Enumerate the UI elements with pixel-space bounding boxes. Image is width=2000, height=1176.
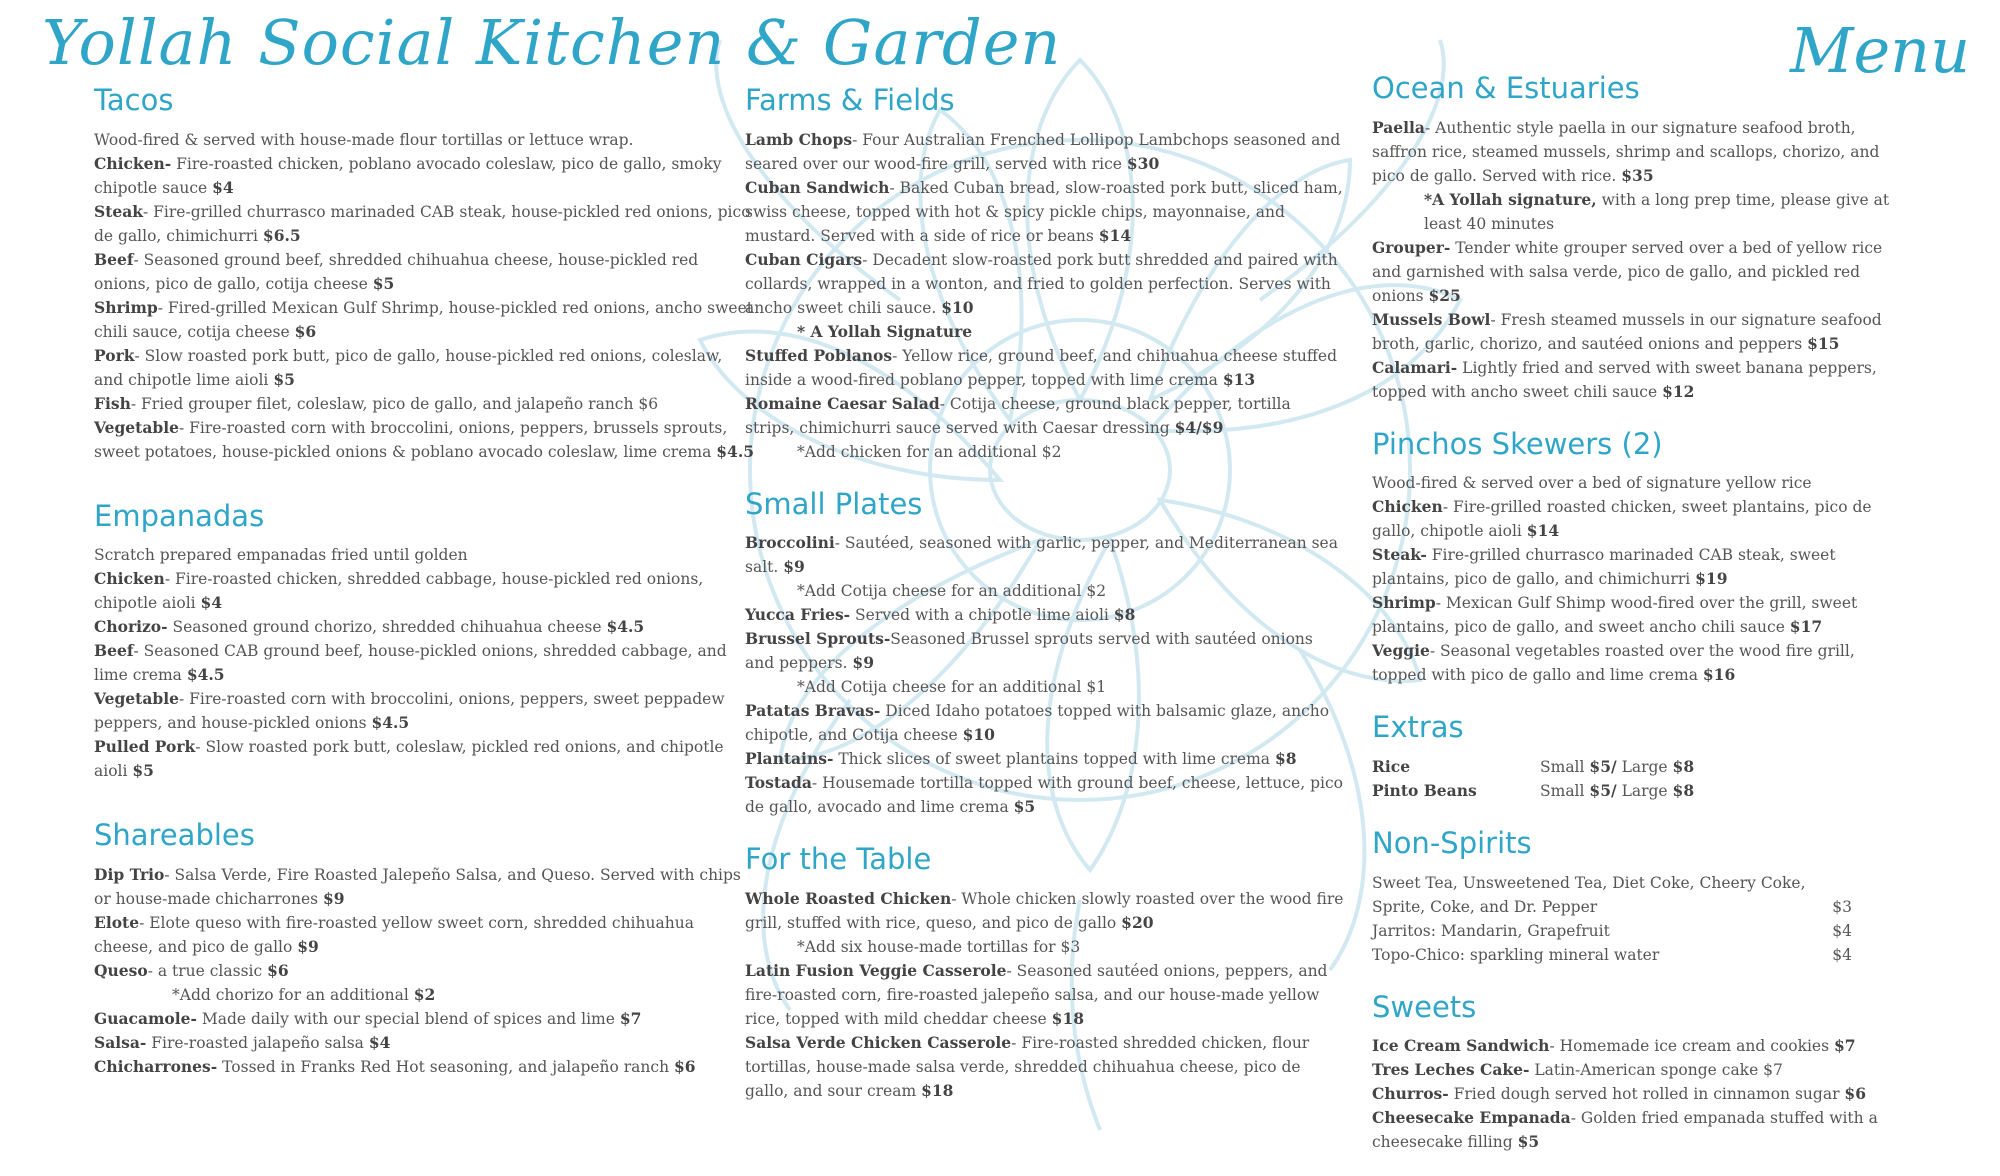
menu-item: Broccolini- Sautéed, seasoned with garlic, pepper, and Mediterranean sea salt. $9 bbox=[745, 533, 1338, 577]
menu-item: Shrimp- Mexican Gulf Shimp wood-fired over the grill, sweet plantains, pico de gallo, and sweet ancho chili sauce $17 bbox=[1372, 593, 1858, 637]
section-title: Shareables bbox=[94, 818, 255, 853]
menu-item: Ice Cream Sandwich- Homemade ice cream and cookies $7 bbox=[1372, 1036, 1856, 1056]
section-title: Ocean & Estuaries bbox=[1372, 71, 1640, 105]
menu-item: Vegetable- Fire-roasted corn with broccolini, onions, peppers, sweet peppadew peppers, and house-pickled onions $4.5 bbox=[94, 689, 725, 733]
section-non-spirits bbox=[1372, 825, 1912, 967]
menu-item: Salsa- Fire-roasted jalapeño salsa $4 bbox=[94, 1033, 391, 1053]
menu-column-right bbox=[1372, 70, 1912, 1176]
section-empanadas-items bbox=[94, 543, 754, 783]
section-small-plates bbox=[745, 486, 1345, 820]
menu-item: Pinto Beans Small $5/ Large $8 bbox=[1372, 781, 1695, 801]
menu-item: Rice Small $5/ Large $8 bbox=[1372, 757, 1695, 777]
section-empanadas bbox=[94, 498, 754, 784]
section-title: Tacos bbox=[94, 83, 174, 117]
menu-item-note: *Add Cotija cheese for an additional $1 bbox=[797, 678, 1107, 697]
section-extras-items bbox=[1372, 755, 1912, 803]
section-for-the-table bbox=[745, 841, 1345, 1103]
section-title: Sweets bbox=[1372, 989, 1477, 1024]
menu-item: Chorizo- Seasoned ground chorizo, shredded chihuahua cheese $4.5 bbox=[94, 617, 645, 637]
section-ocean-items bbox=[1372, 116, 1912, 404]
menu-item: Grouper- Tender white grouper served over a bed of yellow rice and garnished with salsa verde, pico de gallo, and pickled red onions $25 bbox=[1372, 237, 1883, 305]
menu-column-left bbox=[94, 82, 754, 1101]
menu-item: Beef- Seasoned ground beef, shredded chihuahua cheese, house-pickled red onions, pico de gallo, cotija cheese $5 bbox=[94, 249, 699, 293]
menu-item-note: *Add chorizo for an additional $2 bbox=[172, 985, 436, 1005]
menu-item: Lamb Chops- Four Australian Frenched Lollipop Lambchops seasoned and seared over our wood-fire grill, served with rice $30 bbox=[745, 129, 1341, 173]
section-intro: Wood-fired & served with house-made flour tortillas or lettuce wrap. bbox=[94, 130, 634, 149]
section-farms-fields bbox=[745, 82, 1345, 464]
menu-item: Salsa Verde Chicken Casserole- Fire-roasted shredded chicken, flour tortillas, house-made salsa verde, shredded chihuahua cheese, pico de gallo, and sour cream $18 bbox=[745, 1033, 1310, 1101]
section-intro: Scratch prepared empanadas fried until golden bbox=[94, 546, 468, 565]
menu-item: Cheesecake Empanada- Golden fried empanada stuffed with a cheesecake filling $5 bbox=[1372, 1108, 1878, 1152]
menu-item: Tres Leches Cake- Latin-American sponge cake $7 bbox=[1372, 1060, 1783, 1080]
menu-item: Romaine Caesar Salad- Cotija cheese, ground black pepper, tortilla strips, chimichurri sauce served with Caesar dressing $4/$9 bbox=[745, 393, 1291, 437]
menu-item-signature: *A Yollah signature, with a long prep time, please give at least 40 minutes bbox=[1424, 189, 1890, 233]
menu-item: Veggie- Seasonal vegetables roasted over the wood fire grill, topped with pico de gallo and lime crema $16 bbox=[1372, 641, 1855, 685]
section-shareables bbox=[94, 817, 754, 1079]
section-table-items bbox=[745, 887, 1345, 1103]
section-title: Small Plates bbox=[745, 486, 923, 521]
menu-item: Pork- Slow roasted pork butt, pico de gallo, house-pickled red onions, coleslaw, and chipotle lime aioli $5 bbox=[94, 345, 723, 389]
menu-item: Steak- Fire-grilled churrasco marinaded CAB steak, house-pickled red onions, pico de gallo, chimichurri $6.5 bbox=[94, 201, 751, 245]
menu-item: Queso- a true classic $6 bbox=[94, 961, 289, 981]
menu-column-middle bbox=[745, 82, 1345, 1125]
menu-item: Churros- Fried dough served hot rolled in cinnamon sugar $6 bbox=[1372, 1084, 1866, 1104]
section-intro: Wood-fired & served over a bed of signature yellow rice bbox=[1372, 474, 1812, 493]
section-pinchos-skewers bbox=[1372, 426, 1912, 688]
section-sweets bbox=[1372, 989, 1912, 1155]
section-tacos-items bbox=[94, 128, 754, 464]
menu-item: Pulled Pork- Slow roasted pork butt, coleslaw, pickled red onions, and chipotle aioli $5 bbox=[94, 737, 724, 781]
menu-item: Latin Fusion Veggie Casserole- Seasoned sautéed onions, peppers, and fire-roasted corn, fire-roasted jalepeño salsa, and our house-made yellow rice, topped with mild cheddar cheese $18 bbox=[745, 961, 1328, 1029]
menu-item: Mussels Bowl- Fresh steamed mussels in our signature seafood broth, garlic, chorizo, and sautéed onions and peppers $15 bbox=[1372, 309, 1882, 353]
menu-item-note: *Add chicken for an additional $2 bbox=[797, 442, 1062, 461]
menu-item: Elote- Elote queso with fire-roasted yellow sweet corn, shredded chihuahua cheese, and pico de gallo $9 bbox=[94, 913, 694, 957]
menu-item: Vegetable- Fire-roasted corn with broccolini, onions, peppers, brussels sprouts, sweet potatoes, house-pickled onions & poblano avocado coleslaw, lime crema $4.5 bbox=[94, 417, 755, 461]
menu-item: Beef- Seasoned CAB ground beef, house-pickled onions, shredded cabbage, and lime crema $4.5 bbox=[94, 641, 727, 685]
menu-item: Shrimp- Fired-grilled Mexican Gulf Shrimp, house-pickled red onions, ancho sweet chili sauce, cotija cheese $6 bbox=[94, 297, 753, 341]
section-title: Farms & Fields bbox=[745, 83, 955, 117]
menu-item-signature: * A Yollah Signature bbox=[797, 321, 973, 341]
menu-item: Whole Roasted Chicken- Whole chicken slowly roasted over the wood fire grill, stuffed with rice, queso, and pico de gallo $20 bbox=[745, 889, 1344, 933]
section-tacos bbox=[94, 82, 754, 464]
menu-item: Chicken- Fire-grilled roasted chicken, sweet plantains, pico de gallo, chipotle aioli $14 bbox=[1372, 497, 1872, 541]
menu-item: Guacamole- Made daily with our special blend of spices and lime $7 bbox=[94, 1009, 642, 1029]
section-small-items bbox=[745, 531, 1345, 819]
menu-item: Dip Trio- Salsa Verde, Fire Roasted Jalepeño Salsa, and Queso. Served with chips or house-made chicharrones $9 bbox=[94, 865, 741, 909]
menu-item: Yucca Fries- Served with a chipotle lime aioli $8 bbox=[745, 605, 1136, 625]
drink-line: Sprite, Coke, and Dr. Pepper $3 bbox=[1372, 897, 1852, 916]
menu-item: Cuban Sandwich- Baked Cuban bread, slow-roasted pork butt, sliced ham, swiss cheese, topped with hot & spicy pickle chips, mayonnaise, and mustard. Served with a side of rice or beans $14 bbox=[745, 177, 1343, 245]
drink-line: Sweet Tea, Unsweetened Tea, Diet Coke, Cheery Coke, bbox=[1372, 873, 1806, 892]
section-sweets-items bbox=[1372, 1034, 1912, 1154]
drink-line: Topo-Chico: sparkling mineral water $4 bbox=[1372, 945, 1852, 964]
menu-item: Steak- Fire-grilled churrasco marinaded CAB steak, sweet plantains, pico de gallo, and chimichurri $19 bbox=[1372, 545, 1836, 589]
section-title: Extras bbox=[1372, 710, 1464, 745]
drink-line: Jarritos: Mandarin, Grapefruit $4 bbox=[1372, 921, 1852, 940]
menu-item: Chicharrones- Tossed in Franks Red Hot seasoning, and jalapeño ranch $6 bbox=[94, 1057, 696, 1077]
menu-item: Cuban Cigars- Decadent slow-roasted pork butt shredded and paired with collards, wrapped in a wonton, and fried to golden perfection. Serves with ancho sweet chili sauce. $10 bbox=[745, 249, 1338, 317]
restaurant-logo-text: Yollah Social Kitchen & Garden bbox=[42, 6, 1062, 79]
menu-item: Plantains- Thick slices of sweet plantains topped with lime crema $8 bbox=[745, 749, 1297, 769]
menu-item: Tostada- Housemade tortilla topped with ground beef, cheese, lettuce, pico de gallo, avocado and lime crema $5 bbox=[745, 773, 1343, 817]
menu-item: Patatas Bravas- Diced Idaho potatoes topped with balsamic glaze, ancho chipotle, and Cotija cheese $10 bbox=[745, 701, 1330, 745]
menu-item: Fish- Fried grouper filet, coleslaw, pico de gallo, and jalapeño ranch $6 bbox=[94, 393, 659, 413]
section-pinchos-items bbox=[1372, 471, 1912, 687]
menu-item-note: *Add six house-made tortillas for $3 bbox=[797, 938, 1081, 957]
menu-item: Chicken- Fire-roasted chicken, shredded cabbage, house-pickled red onions, chipotle aioli $4 bbox=[94, 569, 704, 613]
menu-item: Calamari- Lightly fried and served with sweet banana peppers, topped with ancho sweet chili sauce $12 bbox=[1372, 357, 1877, 401]
menu-item-note: *Add Cotija cheese for an additional $2 bbox=[797, 582, 1107, 601]
section-shareables-items bbox=[94, 863, 754, 1079]
section-title: Pinchos Skewers (2) bbox=[1372, 426, 1663, 461]
section-title: Non-Spirits bbox=[1372, 826, 1532, 861]
menu-item: Brussel Sprouts-Seasoned Brussel sprouts served with sautéed onions and peppers. $9 bbox=[745, 629, 1313, 673]
section-title: Empanadas bbox=[94, 498, 265, 533]
section-title: For the Table bbox=[745, 842, 932, 877]
section-extras bbox=[1372, 709, 1912, 803]
section-ocean-estuaries bbox=[1372, 70, 1912, 404]
menu-item: Chicken- Fire-roasted chicken, poblano avocado coleslaw, pico de gallo, smoky chipotle sauce $4 bbox=[94, 153, 722, 197]
section-farms-items bbox=[745, 128, 1345, 464]
menu-item: Stuffed Poblanos- Yellow rice, ground beef, and chihuahua cheese stuffed inside a wood-fired poblano pepper, topped with lime crema $13 bbox=[745, 345, 1338, 389]
menu-title: Menu bbox=[1790, 14, 1971, 87]
menu-item: Paella- Authentic style paella in our signature seafood broth, saffron rice, steamed mussels, shrimp and scallops, chorizo, and pico de gallo. Served with rice. $35 bbox=[1372, 117, 1880, 185]
section-nonspirits-items bbox=[1372, 871, 1912, 967]
